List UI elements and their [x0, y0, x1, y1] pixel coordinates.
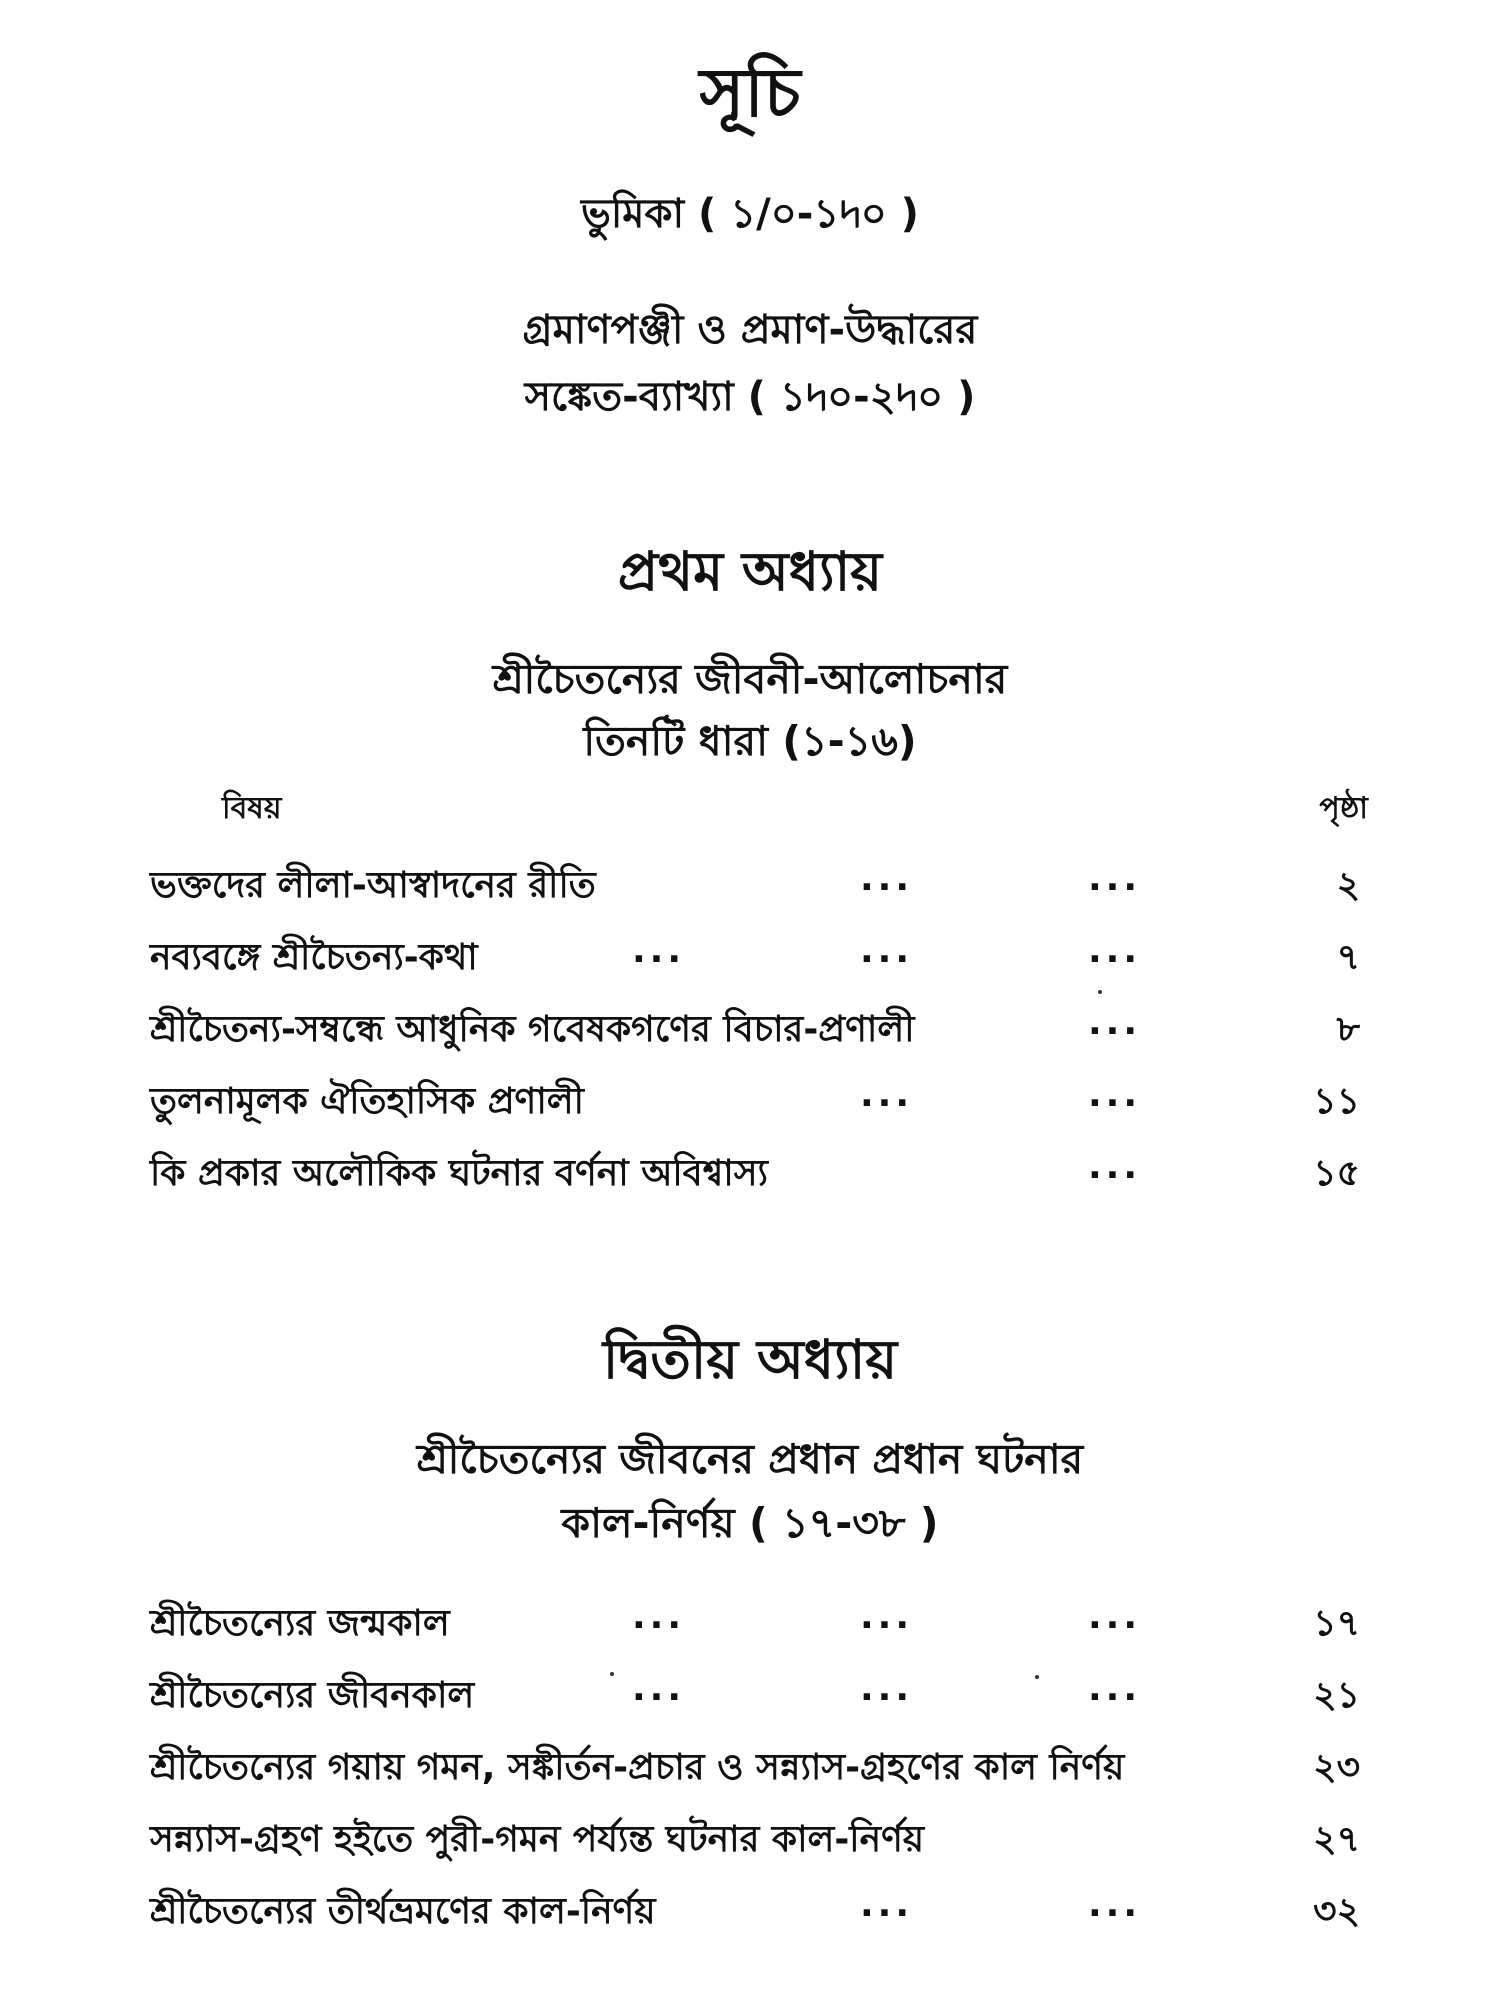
chapter-1-entries [150, 852, 1370, 1212]
chapter-1-heading: প্রথম অধ্যায় [617, 540, 883, 603]
toc-entry-page-number: ২ [1336, 865, 1360, 906]
chapter-2-entries [150, 1590, 1370, 1950]
dot-leader: ... [1088, 930, 1142, 971]
toc-entry-label: ভক্তদের লীলা-আস্বাদনের রীতি [150, 865, 596, 906]
dot-leader: ... [1088, 1596, 1142, 1637]
toc-entry-page-number: ৭ [1336, 937, 1360, 978]
toc-entry-page-number: ২৩ [1313, 1747, 1360, 1788]
toc-entry-label: শ্রীচৈতন্যের গয়ায় গমন, সঙ্কীর্তন-প্রচার ও সন্ন্যাস-গ্রহণের কাল নির্ণয় [150, 1747, 1125, 1788]
chapter-1-subtitle-line2: তিনটি ধারা (১-১৬) [583, 717, 917, 765]
toc-entry-page-number: ২১ [1313, 1675, 1360, 1716]
toc-entry [150, 996, 1370, 1068]
toc-entry-label: শ্রীচৈতন্যের জন্মকাল [150, 1603, 450, 1644]
chapter-2-heading: দ্বিতীয় অধ্যায় [602, 1328, 898, 1391]
toc-entry [150, 1734, 1370, 1806]
scan-speck [1098, 990, 1102, 994]
dot-leader: ... [1088, 1146, 1142, 1187]
toc-entry-page-number: ২৭ [1313, 1819, 1360, 1860]
preface-entry: ভুমিকা ( ১/০-১৸০ ) [581, 191, 919, 237]
toc-entry-label: শ্রীচৈতন্য-সম্বন্ধে আধুনিক গবেষকগণের বিচার-প্রণালী [150, 1009, 915, 1050]
dot-leader: ... [860, 1074, 914, 1115]
dot-leader: ... [632, 930, 686, 971]
dot-leader: ... [1088, 858, 1142, 899]
dot-leader: ... [860, 1884, 914, 1925]
column-header-subject: বিষয় [222, 791, 282, 826]
column-header-page: পৃষ্ঠা [1319, 791, 1368, 826]
toc-entry-page-number: ১১ [1313, 1081, 1360, 1122]
dot-leader: ... [1088, 1884, 1142, 1925]
toc-entry [150, 1662, 1370, 1734]
toc-entry [150, 1140, 1370, 1212]
toc-entry [150, 852, 1370, 924]
dot-leader: ... [1088, 1668, 1142, 1709]
bibliography-entry-line2: সঙ্কেত-ব্যাখ্যা ( ১৸০-২৸০ ) [524, 374, 976, 420]
dot-leader: ... [632, 1596, 686, 1637]
scan-speck [610, 1672, 614, 1676]
toc-entry [150, 1806, 1370, 1878]
chapter-1-subtitle-line1: শ্রীচৈতন্যের জীবনী-আলোচনার [492, 655, 1008, 703]
bibliography-entry-line1: গ্রমাণপঞ্জী ও প্রমাণ-উদ্ধারের [522, 307, 978, 353]
toc-entry-label: তুলনামূলক ঐতিহাসিক প্রণালী [150, 1081, 584, 1122]
toc-entry [150, 1590, 1370, 1662]
toc-entry-label: নব্যবঙ্গে শ্রীচৈতন্য-কথা [150, 937, 478, 978]
toc-entry-page-number: ৩২ [1313, 1891, 1360, 1932]
toc-entry-label: সন্ন্যাস-গ্রহণ হইতে পুরী-গমন পর্য্যন্ত ঘটনার কাল-নির্ণয় [150, 1819, 925, 1860]
dot-leader: ... [860, 1596, 914, 1637]
toc-entry-label: কি প্রকার অলৌকিক ঘটনার বর্ণনা অবিশ্বাস্য [150, 1153, 768, 1194]
chapter-2-subtitle-line2: কাল-নির্ণয় ( ১৭-৩৮ ) [561, 1499, 939, 1547]
dot-leader: ... [1088, 1074, 1142, 1115]
toc-entry [150, 1068, 1370, 1140]
toc-entry-label: শ্রীচৈতন্যের তীর্থভ্রমণের কাল-নির্ণয় [150, 1891, 656, 1932]
chapter-2-subtitle-line1: শ্রীচৈতন্যের জীবনের প্রধান প্রধান ঘটনার [416, 1435, 1084, 1483]
dot-leader: ... [860, 858, 914, 899]
dot-leader: ... [860, 930, 914, 971]
dot-leader: ... [632, 1668, 686, 1709]
scan-speck [1035, 1675, 1039, 1679]
toc-entry-page-number: ১৫ [1313, 1153, 1360, 1194]
toc-entry [150, 1878, 1370, 1950]
toc-entry-label: শ্রীচৈতন্যের জীবনকাল [150, 1675, 475, 1716]
dot-leader: ... [1088, 1002, 1142, 1043]
dot-leader: ... [860, 1668, 914, 1709]
page-title: সূচি [699, 54, 801, 133]
toc-entry [150, 924, 1370, 996]
toc-entry-page-number: ৮ [1336, 1009, 1360, 1050]
toc-entry-page-number: ১৭ [1313, 1603, 1360, 1644]
